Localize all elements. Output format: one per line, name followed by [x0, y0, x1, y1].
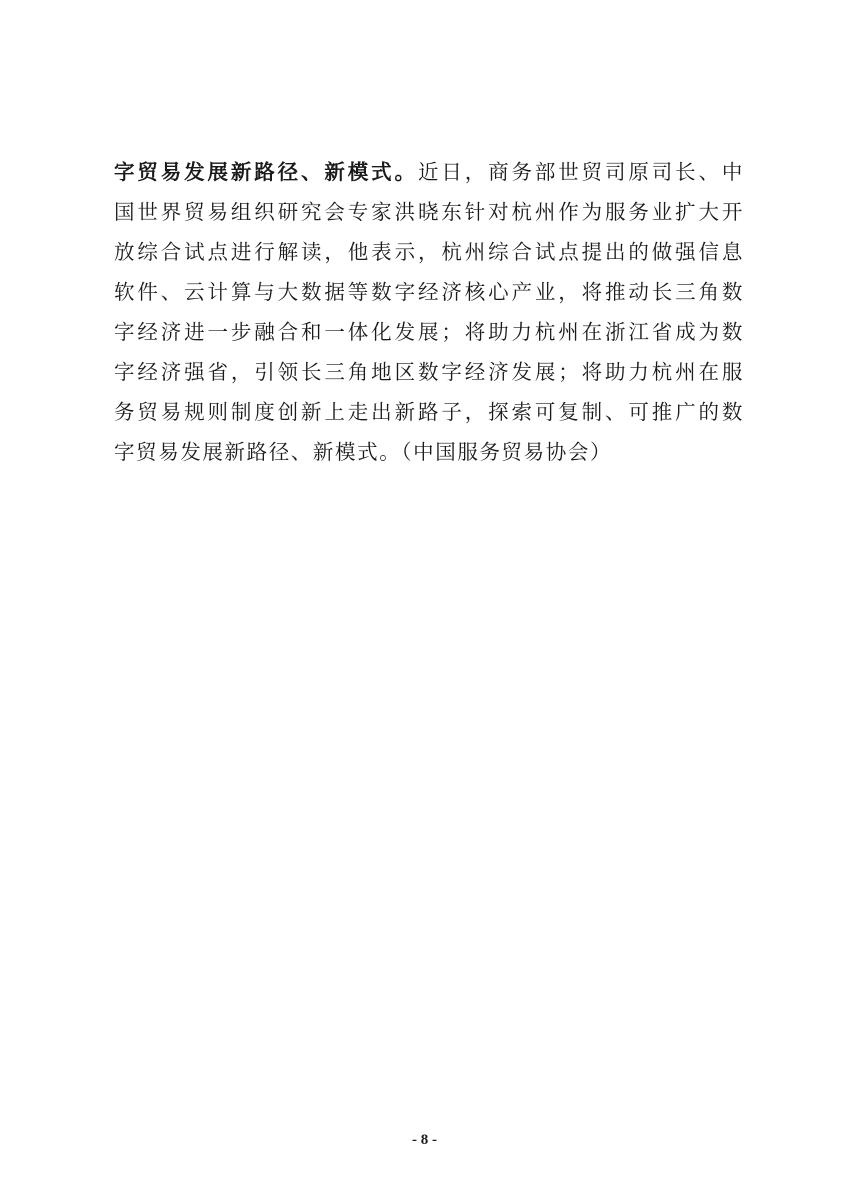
- paragraph-line-2: 国世界贸易组织研究会专家洪晓东针对杭州作为服务业扩大开: [114, 200, 744, 224]
- paragraph-line-4: 软件、云计算与大数据等数字经济核心产业，将推动长三角数: [114, 280, 744, 304]
- body-paragraph: [114, 152, 744, 472]
- paragraph-line-1-text: 近日，商务部世贸司原司长、中: [417, 160, 744, 184]
- paragraph-line-6: 字经济强省，引领长三角地区数字经济发展；将助力杭州在服: [114, 360, 744, 384]
- bold-lead-phrase: 字贸易发展新路径、新模式。: [114, 160, 418, 184]
- paragraph-line-8: 字贸易发展新路径、新模式。（中国服务贸易协会）: [114, 440, 613, 464]
- paragraph-line-7: 务贸易规则制度创新上走出新路子，探索可复制、可推广的数: [114, 400, 744, 424]
- paragraph-line-5: 字经济进一步融合和一体化发展；将助力杭州在浙江省成为数: [114, 320, 744, 344]
- paragraph-line-1: [114, 152, 744, 192]
- page-number: - 8 -: [412, 1132, 437, 1148]
- paragraph-line-3: 放综合试点进行解读，他表示，杭州综合试点提出的做强信息: [114, 240, 744, 264]
